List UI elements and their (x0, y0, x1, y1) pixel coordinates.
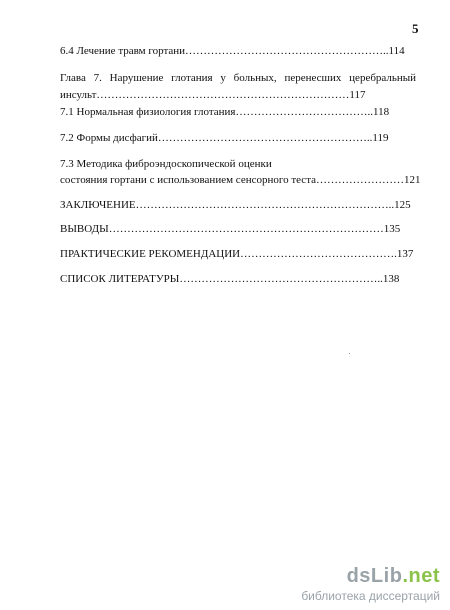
toc-entry-title: инсульт (60, 89, 97, 101)
toc-word: Нарушение (109, 72, 164, 84)
toc-leader-dots: ………………………………………………….. (157, 132, 373, 144)
toc-entry-title: ЗАКЛЮЧЕНИЕ (60, 199, 136, 211)
toc-entry-references (60, 273, 416, 286)
toc-entry-7-3-line2 (60, 174, 421, 187)
toc-entry-conclusion (60, 199, 416, 212)
toc-page-number: 121 (404, 174, 421, 186)
toc-entry-title: 7.1 Нормальная физиология глотания (60, 106, 236, 118)
toc-page-number: 137 (396, 248, 414, 260)
toc-entry-6-4 (60, 45, 416, 58)
toc-entry-recommendations (60, 248, 416, 261)
toc-page-number: 114 (388, 45, 405, 57)
toc-entry-findings (60, 223, 416, 236)
toc-word: глотания (171, 72, 213, 84)
watermark-logo-main: dsLib (346, 565, 403, 587)
toc-leader-dots: ………………………………………………………………… (108, 223, 384, 235)
toc-leader-dots: ……………………………………………….. (179, 273, 383, 285)
toc-leader-dots: …………………… (316, 174, 405, 186)
toc-word: больных, (233, 72, 277, 84)
toc-page-number: 117 (349, 89, 366, 101)
toc-entry-7-1 (60, 106, 416, 119)
toc-leader-dots: ……………………………………. (240, 248, 397, 260)
page-number: 5 (412, 21, 419, 36)
toc-leader-dots: ……………………………….. (235, 106, 373, 118)
toc-page-number: 118 (372, 106, 390, 118)
watermark-logo (347, 565, 440, 588)
toc-word: Глава (60, 72, 86, 84)
toc-page-number: 125 (394, 199, 411, 211)
toc-entry-7-2 (60, 132, 416, 145)
toc-entry-title: СПИСОК ЛИТЕРАТУРЫ (60, 273, 180, 285)
toc-entry-chapter-7-line2 (60, 89, 416, 102)
toc-word: у (220, 72, 226, 84)
toc-leader-dots: ……………………………………………….. (185, 45, 389, 57)
toc-leader-dots: …………………………………………………………….. (135, 199, 395, 211)
toc-page-number: 135 (383, 223, 401, 235)
watermark (262, 565, 440, 605)
toc-entry-7-3-line1 (60, 158, 416, 171)
toc-entry-title: 7.3 Методика фиброэндоскопической оценки (60, 158, 272, 170)
toc-word: перенесших (284, 72, 342, 84)
toc-word: 7. (93, 72, 102, 84)
toc-page-number: 119 (372, 132, 389, 144)
scan-speck (349, 353, 350, 354)
toc-page-number: 138 (382, 273, 400, 285)
watermark-tagline: библиотека диссертаций (301, 589, 440, 603)
toc-entry-title: 6.4 Лечение травм гортани (60, 45, 186, 57)
watermark-logo-suffix: .net (402, 565, 440, 587)
toc-entry-title: 7.2 Формы дисфагий (60, 132, 158, 144)
toc-entry-title: ВЫВОДЫ (60, 223, 109, 235)
toc-word: церебральный (349, 72, 417, 84)
toc-entry-chapter-7-line1 (60, 72, 416, 85)
toc-entry-title: состояния гортани с использованием сенсорного теста (60, 174, 317, 186)
toc-entry-title: ПРАКТИЧЕСКИЕ РЕКОМЕНДАЦИИ (60, 248, 241, 260)
toc-leader-dots: …………………………………………………………… (96, 89, 350, 101)
